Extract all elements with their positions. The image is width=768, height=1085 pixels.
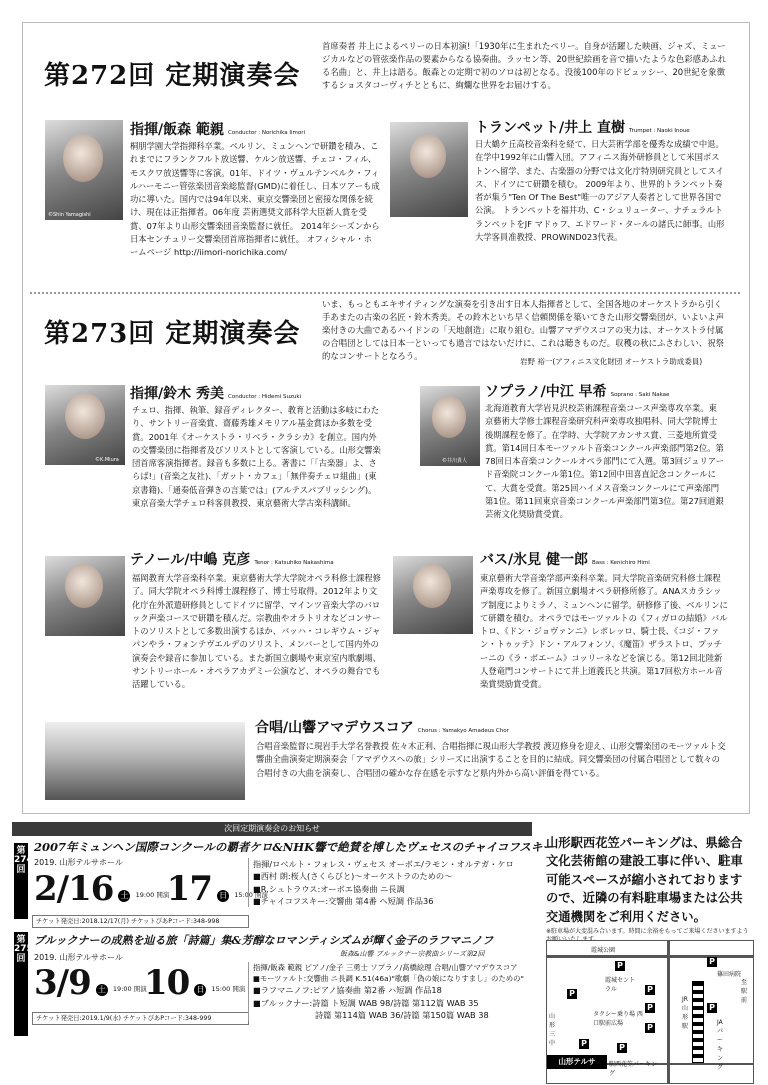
chorus-bio: 合唱音楽監督に現岩手大学名誉教授 佐々木正利、合唱指揮に現山形大学教授 渡辺修身を迎え、山形交響楽団のモーツァルト交響曲全曲演奏定期演奏会「アマデウスへの旅」シリーズに出演することを目的に結成。同交響楽団の付属合唱団として数々の合唱付きの大曲を演奏し、合唱団の確かな存在感を示すなど県内外から高い評価を得ている。 xyxy=(256,741,726,778)
nakae-photo: ©井川貴人 xyxy=(420,386,480,466)
concert-272-title: 第272回 定期演奏会 xyxy=(44,61,301,91)
concert-274-dates: 2/16 土 19:00 開演 17 日 15:00 開演 xyxy=(34,869,268,909)
inoue-bio: 日大鶴ケ丘高校音楽科を経て、日大芸術学部を優秀な成績で中退。在学中1992年に山響入団。アフィニス海外研修員として米国ボストンへ留学、また、古楽器の分野では文化庁特別研究員としてスイス、ドイツにて研鑽を積む。 2009年より、世界的トランペット奏者が集う"Ten Of The Best"唯一のアジア人奏者として世界各国で公演。 トランペットを福井功、C・シュリューター、ナチュラルトランペットをJF マドゥフ、エドワード・タールの諸氏に師事。山形大学客員准教授、PROWiND023代表。 xyxy=(475,139,725,242)
concert-273-title: 第273回 定期演奏会 xyxy=(44,319,301,349)
map-hanagasa-label: 駅西花笠パーキング xyxy=(609,1061,657,1077)
map-central-label: 霞城セントラル xyxy=(605,977,636,993)
parking-icon: P xyxy=(567,989,577,999)
section-divider xyxy=(30,292,740,294)
map-annex-label: 至駅前 xyxy=(741,979,748,1004)
map-sanjuro-label: 山形三中 xyxy=(549,1013,556,1047)
parking-notice: 山形駅西花笠パーキングは、県総合文化芸術館の建設工事に伴い、駐車可能スペースが縮小されておりますので、近隣の有料駐車場または公共交通機関をご利用ください。 ※駐車場が大変混み合います。時間に余裕をもってご来場くださいますよう xyxy=(546,834,752,944)
parking-icon: P xyxy=(645,985,655,995)
nakae-bio: 北海道教育大学岩見沢校芸術課程音楽コース声楽専攻卒業。東京藝術大学修士課程音楽研究科声楽専攻独唱科、同大学院博士後期課程を修了。在学時、大学院アカンサス賞、三菱地所賞受賞。第14回日本モーツァルト音楽コンクール声楽部門第2位。第78回日本音楽コンクールオペラ部門にて入選。第3回ジュリアード音楽院コンクール第1位。第12回中田喜直記念コンクールにて、大賞を受賞。第25回ハイメス音楽コンクールにて声楽部門第1位。第11回東京音楽コンクール声楽部門第3位。第27回道銀芸術文化奨励賞受賞。 xyxy=(485,403,725,520)
map-shinohara-label: 篠田病院 xyxy=(717,971,742,978)
himi-photo xyxy=(393,556,473,634)
parking-icon: P xyxy=(645,1003,655,1013)
concert-275-dates: 3/9 土 19:00 開演 10 日 15:00 開演 xyxy=(34,963,246,1003)
concert-274-venue: 2019. 山形テルサホール xyxy=(34,858,123,867)
concert-274-catch: 2007年ミュンヘン国際コンクールの覇者ケロ&NHK響で絶賛を博したヴェセスのチャイコフスキー xyxy=(34,840,554,854)
chorus-name: 合唱/山響アマデウスコア Chorus : Yamakyo Amadeus Chor xyxy=(255,720,509,736)
map-taxi-label: タクシー乗り場 西口駅前広場 xyxy=(593,1011,643,1027)
concert-273-intro: いま、もっともエキサイティングな演奏を引き出す日本人指揮者として、全国各地のオーケストラから引く手あまたの古楽の名匠・鈴木秀美。その鈴木といち早く信頼関係を築いてきた山形交響楽団が、いよいよ声楽付きの大曲であるハイドンの「天地創造」に取り組む。山響アマデウスコアの実力は、オーケストラ付属の合唱団としては日本一といっても過言ではないだけに、これは聴きものだ。収穫の秋にふさわしい、祝祭的なコンサートとなろう。 xyxy=(322,299,724,362)
nakashima-photo xyxy=(45,556,125,636)
parking-icon: P xyxy=(707,957,717,967)
access-map xyxy=(546,940,754,1084)
map-terusa-label: 山形テルサ xyxy=(547,1055,607,1069)
parking-icon: P xyxy=(617,1043,627,1053)
map-park-label: 霞城公園 xyxy=(591,947,616,954)
parking-icon: P xyxy=(707,1003,717,1013)
iimori-name: 指揮/飯森 範親 Conductor : Norichika Iimori xyxy=(130,122,305,138)
iimori-photo: ©Shin Yamagishi xyxy=(45,120,123,220)
suzuki-name: 指揮/鈴木 秀美 Conductor : Hidemi Suzuki xyxy=(130,386,302,402)
inoue-name: トランペット/井上 直樹 Trumpet : Naoki Inoue xyxy=(475,120,690,136)
concert-274-label: 第274回 xyxy=(14,843,28,919)
concert-275-label: 第275回 xyxy=(14,932,28,1036)
next-concerts-banner: 次回定期演奏会のお知らせ xyxy=(12,822,532,836)
parking-icon: P xyxy=(579,1039,589,1049)
parking-icon: P xyxy=(645,1023,655,1033)
concert-275-series: 飯森&山響 ブルックナー宗教曲シリーズ第2回 xyxy=(340,950,485,958)
parking-note: ※駐車場が大変混み合います。時間に余裕をもってご来場くださいますよう xyxy=(546,928,749,936)
concert-273-intro-credit: 岩野 裕一(アフィニス文化財団 オーケストラ助成委員) xyxy=(520,357,703,366)
nakae-name: ソプラノ/中江 早希 Soprano : Saki Nakae xyxy=(485,384,670,400)
concert-275-ticket: チケット発売日:2019.1/9(水) チケットぴあPコード:348-999 xyxy=(32,1012,249,1025)
concert-275-program: 指揮/飯森 範親 ピアノ/金子 三勇士 ソプラノ/髙橋絵理 合唱/山響アマデウスコア ■モーツァルト:交響曲 ニ長調 K.51(46a)"歌劇「偽の娘になりすまし」のための" ■ラフマニノフ:ピアノ協奏曲 第2番 ハ短調 作品18 ■ブルックナー:詩篇 ト短調 WAB 98/詩篇 第112篇 WAB 35 詩篇 第114篇 WAB 36/詩篇 第150篇 WAB 38 xyxy=(248,962,524,1021)
inoue-photo xyxy=(390,122,468,217)
himi-name: バス/氷見 健一郎 Bass : Kenichiro Himi xyxy=(480,552,650,568)
concert-272-intro: 首席奏者 井上によるペリーの日本初演!「1930年に生まれたペリー。自身が活躍した映画、ジャズ、ミュージカルなどの管弦楽作品の要素からなる協奏曲。ラッセン等、20世紀絵画を音で描いたような色彩感あふれる名曲」と、井上は語る。飯森との定期で初のソロは初となる。没後100年のドビュッシー、20世紀を象徴するショスタコーヴィチとともに、絢爛な世界をお届けする。 xyxy=(322,41,727,91)
concert-274-program: 指揮/ロベルト・フォレス・ヴェセス オーボエ/ラモン・オルテガ・ケロ ■西村 朗:桜人(さくらびと)〜オーケストラのための〜 ■R.シュトラウス:オーボエ協奏曲 ニ長調 ■チャイコフスキー:交響曲 第4番 ヘ短調 作品36 xyxy=(248,858,514,907)
iimori-bio: 桐朋学園大学指揮科卒業。ベルリン、ミュンヘンで研鑽を積み、これまでにフランクフルト放送響、ケルン放送響、チェコ・フィル、モスクワ放送響等に客演。01年、ドイツ・ヴュルテンベルク・フィルハーモニー管弦楽団音楽総監督(GMD)に着任し、日本ツアーも成功に導いた。国内では94年以来、東京交響楽団と密接な関係を続け、現在は正指揮者。06年度 芸術選奨文部科学大臣新人賞を受賞、07年より山形交響楽団音楽監督に就任。 2014年シーズンから日本センチュリー交響楽団首席指揮者に就任。 オフィシャル・ホームページ http://iimori-norichika.com/ xyxy=(130,141,380,258)
map-ja-label: JAパーキング xyxy=(717,1019,724,1071)
chorus-photo xyxy=(45,722,245,800)
nakashima-bio: 福岡教育大学音楽科卒業。東京藝術大学大学院オペラ科修士課程修了。同大学院オペラ科博士課程修了、博士号取得。2012年より文化庁在外派遣研修員としてドイツに留学、マインツ音楽大学のバロック声楽コースで研鑽を積んだ。宗教曲やオラトリオなどコンサートのソリストとして多数出演するほか、バッハ・コレギウム・ジャパンやラ・フォンテヴエルデのソリスト、メンバーとして国内外の演奏会や録音に参加している。また新国立劇場や東京室内歌劇場、サントリーホール・オペラアカデミー公演など、オペラの舞台でも活躍している。 xyxy=(132,573,381,690)
himi-bio: 東京藝術大学音楽学部声楽科卒業。同大学院音楽研究科修士課程声楽専攻を修了。新国立劇場オペラ研修所修了。ANAスカラシップ制度によりミラノ、ミュンヘンに留学。研修修了後、ベルリンにて研鑽を積む。オペラではモーツァルトの《フィガロの結婚》バルトロ、《ドン・ジョヴァンニ》レポレッロ、騎士長、《コジ・ファン・トゥッテ》ドン・アルフォンソ、《魔笛》ザラストロ、プッチーニの《ラ・ボエーム》コッリーネなどを演じる。第12回北陸新人登竜門コンサートにて井上道義氏と共演。第17回松方ホール音楽賞奨励賞受賞。 xyxy=(480,573,728,690)
parking-icon: P xyxy=(615,961,625,971)
nakashima-name: テノール/中嶋 克彦 Tenor : Katsuhiko Nakashima xyxy=(130,552,334,568)
suzuki-photo: ©K.Miura xyxy=(45,385,125,465)
concert-274-ticket: チケット発売日:2018.12/17(月) チケットぴあPコード:348-998 xyxy=(32,915,249,928)
concert-275-venue: 2019. 山形テルサホール xyxy=(34,953,123,962)
suzuki-bio-top: チェロ、指揮、執筆、録音ディレクター、教育と活動は多岐にわたり、サントリー音楽賞、齋藤秀雄メモリアル基金賞ほか多数を受賞。2001年《オーケストラ・リベラ・クラシカ》を創立。国内外の交響楽団に指揮者及びソリストとして客演している。山形交響楽団首席客演指揮者。録音も多数に上る。著書に「「古楽器」よ、さらば!」(音楽之友社)、「ガット・カフェ」「無伴奏チェロ組曲」(東京書籍)、「通奏低音弾きの言葉では」(アルテスパブリッシング)。東京音楽大学チェロ科客員教授、東京藝術大学古楽科講師。 xyxy=(132,405,381,508)
map-station-label: JR山形駅 xyxy=(682,996,689,1030)
concert-275-catch: ブルックナーの成熟を辿る旅「詩篇」集&芳醇なロマンティシズムが輝く金子のラフマニノフ xyxy=(34,934,494,947)
